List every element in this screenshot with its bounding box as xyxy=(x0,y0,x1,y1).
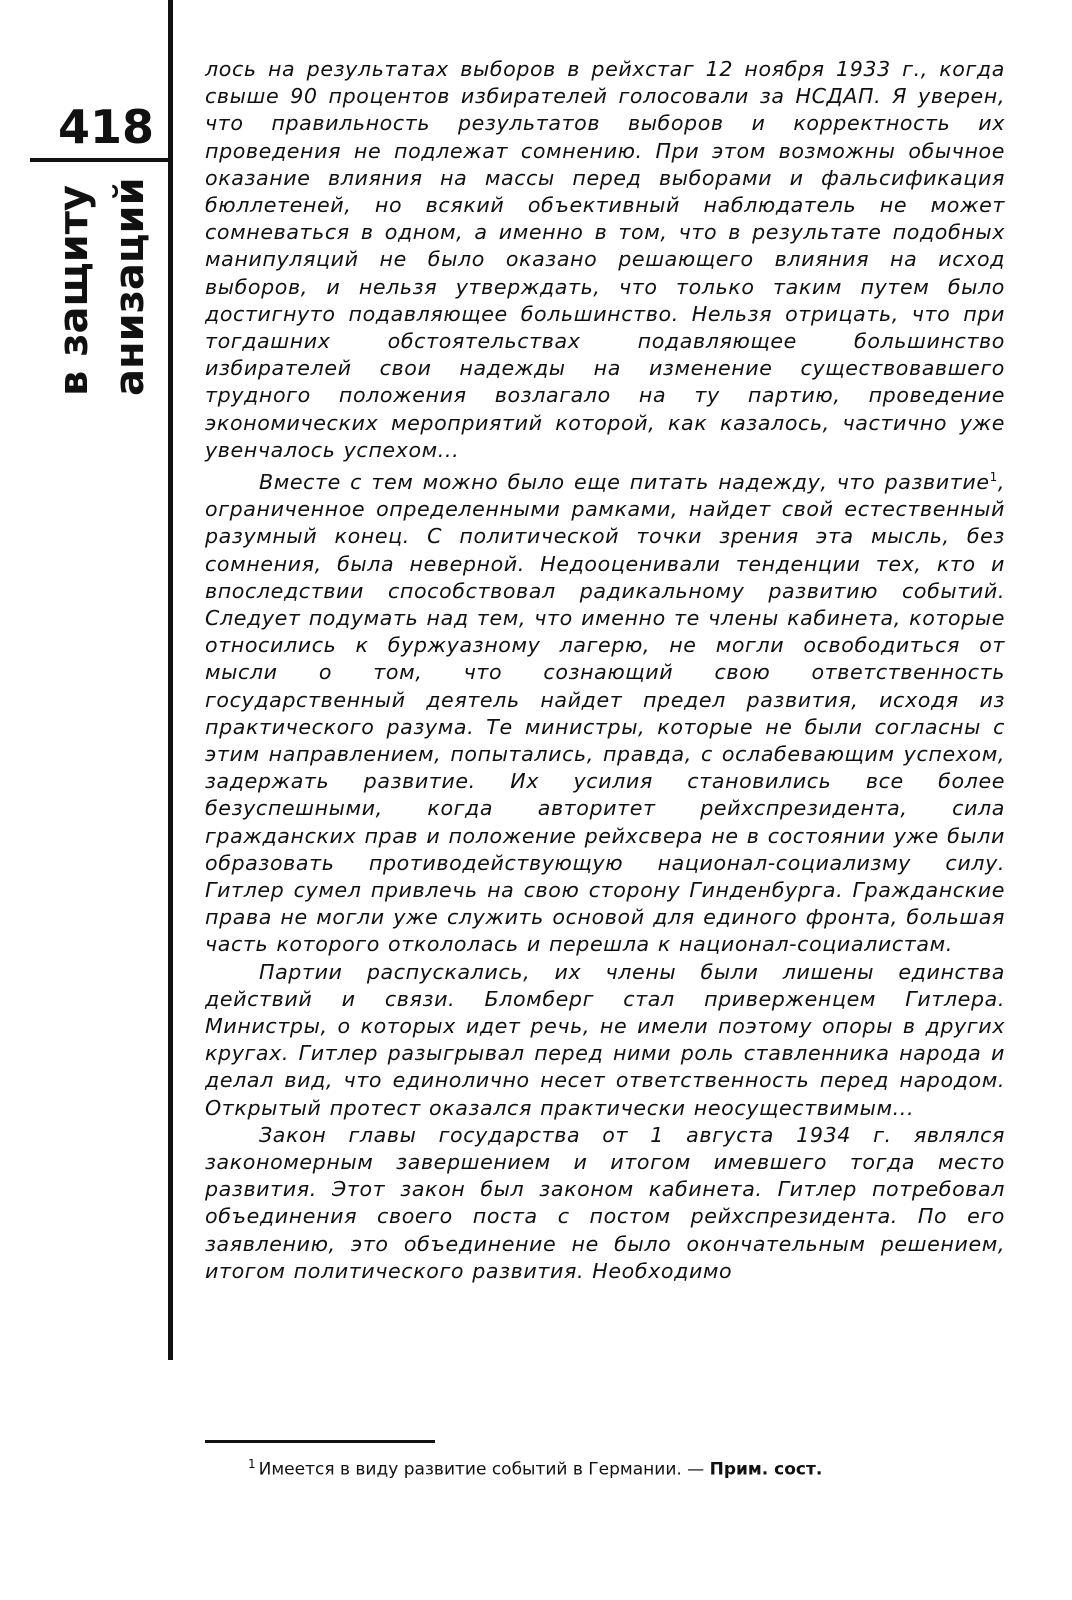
margin-vertical-rule xyxy=(168,0,173,1360)
footnote-divider xyxy=(205,1440,435,1443)
footnote-mark: 1 xyxy=(248,1457,256,1471)
footnote-text: Имеется в виду развитие событий в Германии. — xyxy=(258,1459,710,1480)
footnote-note: Прим. сост. xyxy=(709,1459,823,1480)
running-title-line-2: анизаций xyxy=(107,177,153,396)
paragraph-3: Партии распускались, их члены были лишены единства действий и связи. Бломберг стал приверженцем Гитлера. Министры, о которых идет речь, не имели поэтому опоры в других кругах. Гитлер разыгрывал перед ними роль ставленника народа и делал вид, что единолично несет ответственность перед народом. Открытый протест оказался практически неосуществимым... xyxy=(205,959,1005,1120)
footnote xyxy=(248,1457,822,1480)
page-number: 418 xyxy=(58,100,155,154)
paragraph-4: Закон главы государства от 1 августа 1934 г. являлся закономерным завершением и итогом имевшего тогда место развития. Этот закон был законом кабинета. Гитлер потребовал объединения своего поста с постом рейхспрезидента. По его заявлению, это объединение не было окончательным решением, итогом политического развития. Необходимо xyxy=(205,1122,1005,1283)
paragraph-1: лось на результатах выборов в рейхстаг 12 ноября 1933 г., когда свыше 90 процентов избирателей голосовали за НСДАП. Я уверен, что правильность результатов выборов и корректность их проведения не подлежат сомнению. При этом возможны обычное оказание влияния на массы перед выборами и фальсификация бюллетеней, но всякий объективный наблюдатель не может сомневаться в одном, а именно в том, что в результате подобных манипуляций не было оказано решающего влияния на исход выборов, и нельзя утверждать, что только таким путем было достигнуто подавляющее большинство. Нельзя отрицать, что при тогдашних обстоятельствах подавляющее большинство избирателей свои надежды на изменение существовавшего трудного положения возлагало на ту партию, проведение экономических мероприятий которой, как казалось, частично уже увенчалось успехом... xyxy=(205,57,1005,462)
footnote-reference: 1 xyxy=(989,470,998,485)
paragraph-2-part-2: , ограниченное определенными рамками, найдет свой естественный разумный конец. С политической точки зрения эта мысль, без сомнения, была неверной. Недооценивали тенденции тех, кто и впоследствии способствовал радикальному развитию событий. Следует подумать над тем, что именно те члены кабинета, которые относились к буржуазному лагерю, не могли освободиться от мысли о том, что сознающий свою ответственность государственный деятель найдет предел развития, исходя из практического разума. Те министры, которые не были согласны с этим направлением, попытались, правда, с ослабевающим успехом, задержать развитие. Их усилия становились все более безуспешными, когда авторитет рейхспрезидента, сила гражданских прав и положение рейхсвера не в состоянии уже были образовать противодействующую национал-социализму силу. Гитлер сумел привлечь на свою сторону Гинденбурга. Гражданские права не могли уже служить основой для единого фронта, большая часть которого откололась и перешла к национал-социалистам. xyxy=(205,469,1005,957)
body-text xyxy=(205,56,1005,1285)
margin-horizontal-rule xyxy=(30,158,172,162)
running-title-line-1: в защиту xyxy=(51,185,97,396)
paragraph-2-part-1: Вместе с тем можно было еще питать надежду, что развитие xyxy=(259,469,990,494)
paragraph-2 xyxy=(205,464,1005,959)
